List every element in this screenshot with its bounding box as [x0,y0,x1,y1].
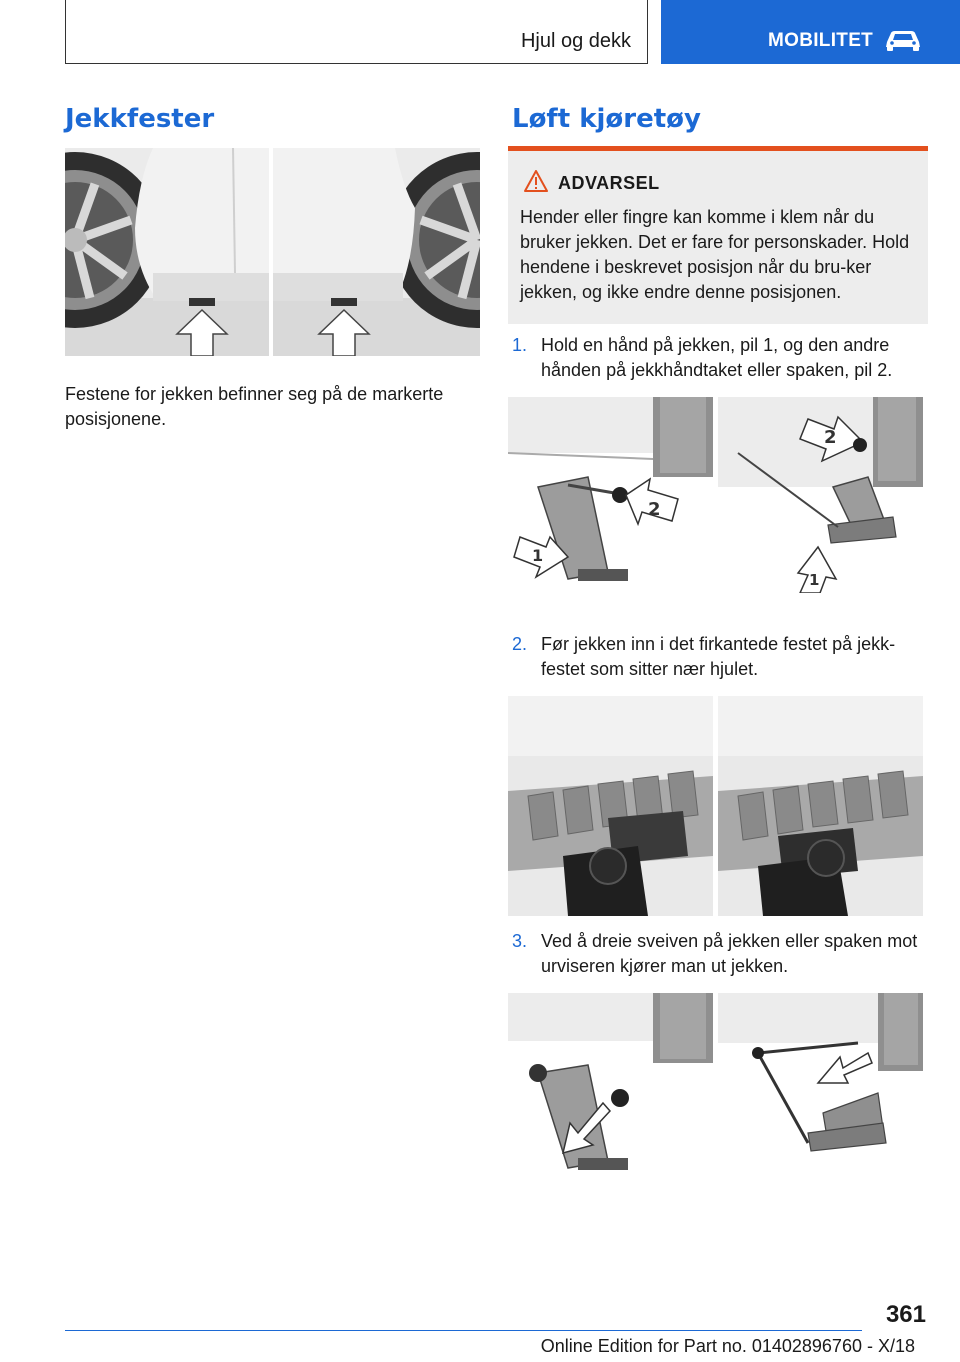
step-2 [512,632,928,682]
step-text: Hold en hånd på jekken, pil 1, og den andre hånden på jekkhåndtaket eller spaken, pil 2. [541,335,893,380]
step-text: Ved å dreie sveiven på jekken eller spaken mot urviseren kjører man ut jekken. [541,931,918,976]
step-1 [512,333,928,383]
step-text: Før jekken inn i det firkantede festet på jekk-festet som sitter nær hjulet. [541,634,896,679]
chapter-title: Hjul og dekk [520,30,631,52]
warning-box [508,151,928,324]
arrow-label-1: 1 [532,546,544,565]
warning-title: ADVARSEL [558,173,660,193]
jack-points-figure [65,148,480,356]
step-2-figure [508,696,923,916]
step-number: 3. [512,931,528,951]
lift-vehicle-heading: Løft kjøretøy [512,104,701,134]
page-number: 361 [885,1301,926,1328]
step-3-figure [508,993,923,1188]
step-1-figure [508,397,923,593]
car-icon [883,28,923,52]
jack-points-heading: Jekkfester [65,104,215,134]
edition-footer: Online Edition for Part no. 01402896760 - X/18 [540,1336,915,1356]
header-chapter-box [65,0,648,64]
section-title: MOBILITET [768,30,874,51]
step-number: 2. [512,634,528,654]
warning-text: Hender eller fingre kan komme i klem når du bruker jekken. Det er fare for personskader. Hold hendene i beskrevet posisjon når du bru-ker jekken, og ikke endre denne posisjonen. [520,207,910,302]
warning-triangle-icon [524,170,548,192]
footer-divider [65,1330,862,1331]
header-section-box [661,0,960,64]
arrow-label-2: 2 [824,427,837,448]
arrow-label-1: 1 [809,571,820,589]
jack-points-caption: Festene for jekken befinner seg på de markerte posisjonene. [65,384,444,429]
step-number: 1. [512,335,528,355]
arrow-label-2: 2 [648,499,661,520]
step-3 [512,929,928,979]
